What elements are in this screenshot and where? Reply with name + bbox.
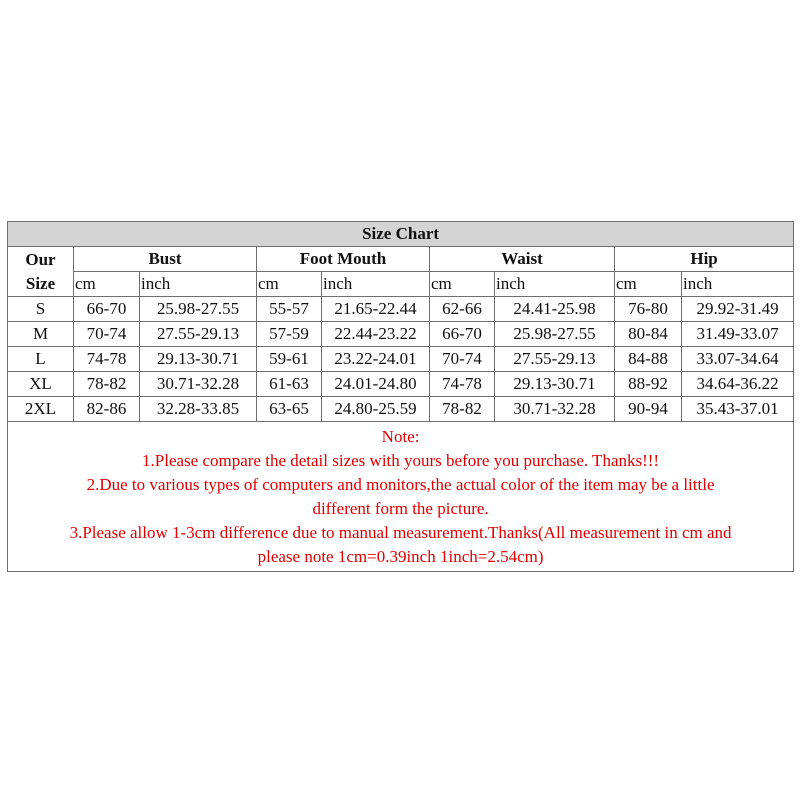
size-chart-table — [7, 221, 794, 572]
size-header-line2: Size — [25, 273, 56, 293]
group-header-row — [8, 247, 794, 272]
unit-header: cm — [430, 272, 495, 297]
notes-row — [8, 422, 794, 572]
note-heading: Note: — [381, 427, 420, 446]
table-cell: 80-84 — [615, 322, 682, 347]
table-cell: 27.55-29.13 — [495, 347, 615, 372]
unit-header: inch — [140, 272, 257, 297]
unit-header: cm — [74, 272, 140, 297]
table-row — [8, 397, 794, 422]
table-row — [8, 372, 794, 397]
table-cell: 30.71-32.28 — [495, 397, 615, 422]
size-label: L — [8, 347, 74, 372]
note-line: 3.Please allow 1-3cm difference due to manual measurement.Thanks(All measurement in cm and — [69, 523, 732, 542]
unit-header: inch — [682, 272, 794, 297]
table-cell: 70-74 — [430, 347, 495, 372]
group-header-foot-mouth: Foot Mouth — [257, 247, 430, 272]
table-row — [8, 347, 794, 372]
table-cell: 35.43-37.01 — [682, 397, 794, 422]
table-cell: 25.98-27.55 — [495, 322, 615, 347]
table-cell: 29.92-31.49 — [682, 297, 794, 322]
table-cell: 74-78 — [74, 347, 140, 372]
unit-header: cm — [257, 272, 322, 297]
note-line: please note 1cm=0.39inch 1inch=2.54cm) — [257, 547, 544, 566]
table-cell: 55-57 — [257, 297, 322, 322]
table-row — [8, 322, 794, 347]
group-header-waist: Waist — [430, 247, 615, 272]
note-line: 1.Please compare the detail sizes with yours before you purchase. Thanks!!! — [142, 451, 660, 470]
table-cell: 66-70 — [74, 297, 140, 322]
table-row — [8, 297, 794, 322]
table-cell: 76-80 — [615, 297, 682, 322]
table-cell: 88-92 — [615, 372, 682, 397]
unit-header: inch — [495, 272, 615, 297]
table-cell: 90-94 — [615, 397, 682, 422]
size-header-line1: Our — [25, 249, 56, 269]
table-cell: 32.28-33.85 — [140, 397, 257, 422]
notes-block — [8, 422, 794, 572]
size-label: S — [8, 297, 74, 322]
table-cell: 31.49-33.07 — [682, 322, 794, 347]
table-cell: 74-78 — [430, 372, 495, 397]
table-cell: 82-86 — [74, 397, 140, 422]
table-cell: 63-65 — [257, 397, 322, 422]
unit-header-row — [8, 272, 794, 297]
group-header-hip: Hip — [615, 247, 794, 272]
size-column-header — [8, 247, 74, 297]
note-line: different form the picture. — [312, 499, 489, 518]
table-cell: 78-82 — [430, 397, 495, 422]
table-cell: 57-59 — [257, 322, 322, 347]
table-cell: 27.55-29.13 — [140, 322, 257, 347]
size-label: M — [8, 322, 74, 347]
table-cell: 34.64-36.22 — [682, 372, 794, 397]
chart-title: Size Chart — [8, 222, 794, 247]
unit-header: inch — [322, 272, 430, 297]
note-line: 2.Due to various types of computers and monitors,the actual color of the item may be a little — [86, 475, 715, 494]
table-cell: 22.44-23.22 — [322, 322, 430, 347]
group-header-bust: Bust — [74, 247, 257, 272]
table-cell: 29.13-30.71 — [495, 372, 615, 397]
table-cell: 30.71-32.28 — [140, 372, 257, 397]
table-cell: 24.41-25.98 — [495, 297, 615, 322]
table-cell: 59-61 — [257, 347, 322, 372]
table-cell: 21.65-22.44 — [322, 297, 430, 322]
table-cell: 24.01-24.80 — [322, 372, 430, 397]
table-cell: 84-88 — [615, 347, 682, 372]
size-label: 2XL — [8, 397, 74, 422]
unit-header: cm — [615, 272, 682, 297]
table-cell: 61-63 — [257, 372, 322, 397]
size-label: XL — [8, 372, 74, 397]
table-cell: 66-70 — [430, 322, 495, 347]
table-cell: 62-66 — [430, 297, 495, 322]
table-cell: 33.07-34.64 — [682, 347, 794, 372]
table-cell: 29.13-30.71 — [140, 347, 257, 372]
title-row — [8, 222, 794, 247]
table-cell: 23.22-24.01 — [322, 347, 430, 372]
table-cell: 70-74 — [74, 322, 140, 347]
table-cell: 78-82 — [74, 372, 140, 397]
table-cell: 24.80-25.59 — [322, 397, 430, 422]
table-cell: 25.98-27.55 — [140, 297, 257, 322]
